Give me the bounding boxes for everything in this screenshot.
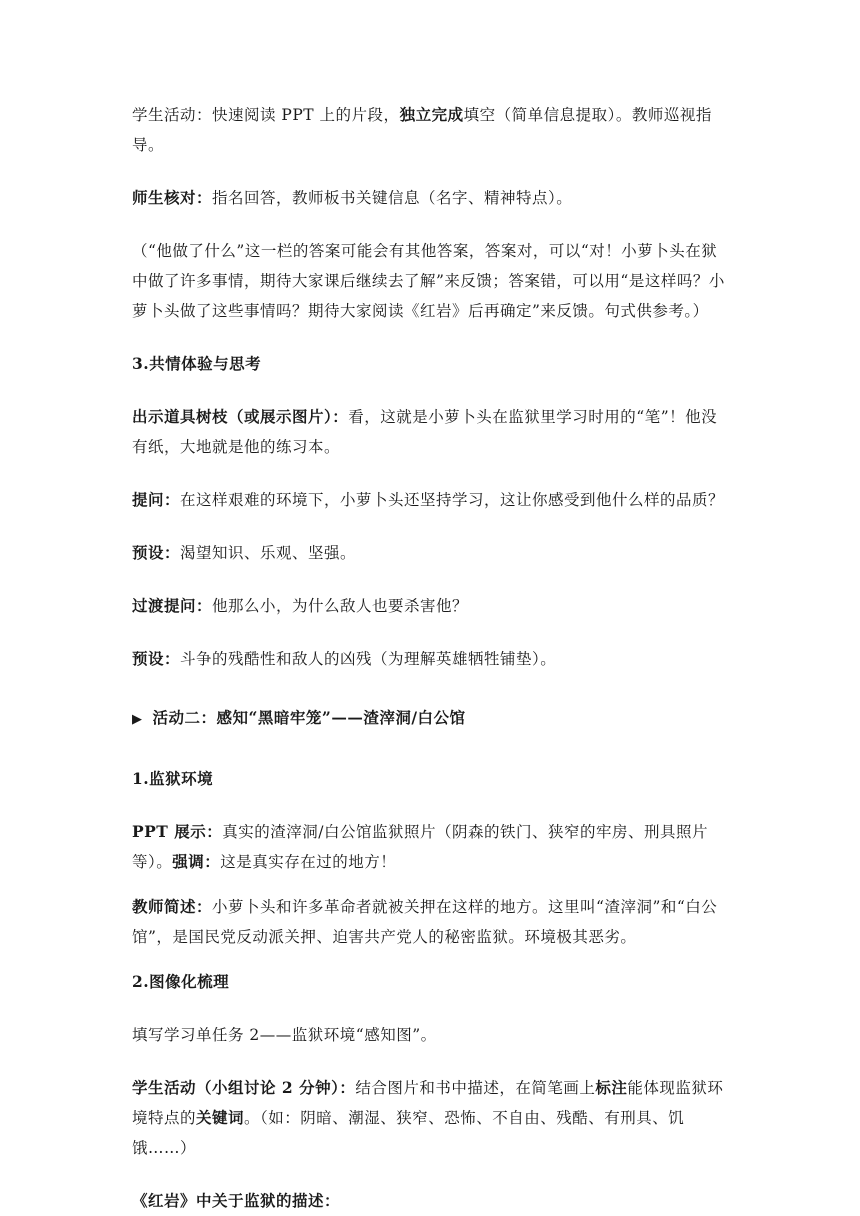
label-question: 提问：	[132, 490, 181, 509]
label-preset: 预设：	[132, 649, 181, 668]
paragraph-question: 提问：在这样艰难的环境下，小萝卜头还坚持学习，这让你感受到他什么样的品质？	[132, 490, 725, 509]
paragraph-preset-2: 预设：斗争的残酷性和敌人的凶残（为理解英雄牺牲铺垫）。	[132, 649, 557, 668]
emphasis-independent: 独立完成	[399, 105, 464, 124]
heading-activity-two: ▶ 活动二：感知“黑暗牢笼”——渣滓洞/白公馆	[132, 708, 466, 727]
label-teacher-brief: 教师简述：	[132, 897, 213, 916]
paragraph-prop: 出示道具树枝（或展示图片）：看，这就是小萝卜头在监狱里学习时用的“笔”！他没有纸，大地就是他的练习本。	[132, 407, 718, 456]
heading-empathy: 3.共情体验与思考	[132, 354, 262, 373]
label-transition: 过渡提问：	[132, 596, 213, 615]
paragraph-group-activity: 学生活动（小组讨论 2 分钟）：结合图片和书中描述，在简笔画上标注能体现监狱环境特点的关键词。（如：阴暗、潮湿、狭窄、恐怖、不自由、残酷、有刑具、饥饿……）	[132, 1078, 724, 1157]
heading-hongyan-description: 《红岩》中关于监狱的描述：	[132, 1191, 341, 1210]
paragraph-teacher-brief: 教师简述：小萝卜头和许多革命者就被关押在这样的地方。这里叫“渣滓洞”和“白公馆”，是国民党反动派关押、迫害共产党人的秘密监狱。环境极其恶劣。	[132, 897, 718, 946]
heading-visual-mapping: 2.图像化梳理	[132, 972, 230, 991]
label-check: 师生核对：	[132, 188, 213, 207]
label-emphasize: 强调：	[172, 852, 221, 871]
paragraph-note: （“他做了什么”这一栏的答案可能会有其他答案，答案对，可以“对！小萝卜头在狱中做了许多事情，期待大家课后继续去了解”来反馈；答案错，可以用“是这样吗？小萝卜头做了这些事情吗？期待大家阅读《红岩》后再确定”来反馈。句式供参考。）	[132, 242, 725, 320]
label-preset: 预设：	[132, 543, 181, 562]
document-page	[132, 100, 732, 1216]
paragraph-transition: 过渡提问：他那么小，为什么敌人也要杀害他？	[132, 596, 469, 615]
label-group-activity: 学生活动（小组讨论 2 分钟）：	[132, 1078, 356, 1097]
paragraph-ppt-display: PPT 展示：真实的渣滓洞/白公馆监狱照片（阴森的铁门、狭窄的牢房、刑具照片等）。强调：这是真实存在过的地方！	[132, 822, 708, 871]
paragraph-worksheet: 填写学习单任务 2——监狱环境“感知图”。	[132, 1026, 437, 1044]
paragraph-preset-1: 预设：渴望知识、乐观、坚强。	[132, 543, 357, 562]
label-ppt: PPT 展示：	[132, 822, 223, 841]
heading-prison-environment: 1.监狱环境	[132, 769, 214, 788]
label-prop: 出示道具树枝（或展示图片）：	[132, 407, 349, 426]
paragraph-student-activity: 学生活动：快速阅读 PPT 上的片段，独立完成填空（简单信息提取）。教师巡视指导。	[132, 105, 712, 154]
paragraph-check: 师生核对：指名回答，教师板书关键信息（名字、精神特点）。	[132, 188, 573, 207]
triangle-right-icon: ▶	[132, 712, 143, 727]
